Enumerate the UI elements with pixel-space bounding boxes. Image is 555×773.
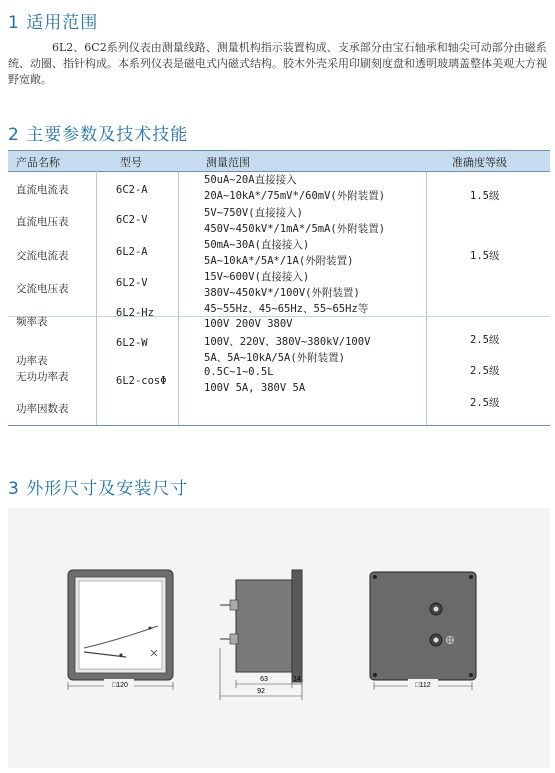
product-name: 交流电流表: [16, 250, 69, 262]
column-divider: [426, 170, 427, 426]
model: 6C2-A: [116, 184, 148, 196]
front-width-label: □120: [112, 682, 128, 689]
section-2-title: 2 主要参数及技术技能: [8, 125, 189, 145]
product-name: 功率表: [16, 355, 48, 367]
measurement-range: 15V~600V(直接接入): [204, 271, 310, 283]
measurement-range: 50mA~30A(直接接入): [204, 239, 310, 251]
measurement-range: 50uA~20A直接接入: [204, 174, 297, 186]
section-1-title: 1 适用范围: [8, 13, 99, 33]
side-total-label: 92: [257, 688, 265, 695]
measurement-range: 380V~450kV*/100V(外附装置): [204, 287, 360, 299]
header-product-name: 产品名称: [16, 156, 60, 169]
dimension-drawings: [8, 508, 550, 768]
parameter-table: [8, 150, 550, 426]
product-name: 直流电流表: [16, 184, 69, 196]
model: 6L2-Hz: [116, 307, 154, 319]
column-divider: [96, 170, 97, 426]
accuracy-class: 2.5级: [470, 334, 500, 346]
header-accuracy: 准确度等级: [452, 156, 507, 169]
dimension-figure: [8, 508, 550, 768]
measurement-range: 450V~450kV*/1mA*/5mA(外附装置): [204, 223, 386, 235]
accuracy-class: 2.5级: [470, 365, 500, 377]
model: 6L2-W: [116, 337, 148, 349]
product-name: 无功功率表: [16, 371, 69, 383]
front-view-drawing: [68, 570, 173, 690]
measurement-range: 20A~10kA*/75mV*/60mV(外附装置): [204, 190, 386, 202]
measurement-range: 5V~750V(直接接入): [204, 207, 303, 219]
product-name: 频率表: [16, 316, 48, 328]
column-divider: [178, 170, 179, 426]
table-bottom-border: [8, 425, 550, 426]
product-name: 功率因数表: [16, 403, 69, 415]
header-model: 型号: [120, 156, 142, 169]
accuracy-class: 2.5级: [470, 397, 500, 409]
accuracy-class: 1.5级: [470, 250, 500, 262]
side-depth-label: 63: [260, 676, 268, 683]
model: 6L2-V: [116, 277, 148, 289]
section-3-title: 3 外形尺寸及安装尺寸: [8, 479, 189, 499]
measurement-range: 45~55Hz、45~65Hz、55~65Hz等: [204, 303, 369, 315]
section-1-paragraph: 6L2、6C2系列仪表由测量线路、测量机构指示装置构成、支承部分由宝石轴承和轴尖可动部分由磁系统、动圈、指针构成。本系列仪表是磁电式内磁式结构。胶木外壳采用印刷刻度盘和透明玻璃盖整体美观大方视野宽敞。: [8, 41, 547, 86]
model: 6L2-A: [116, 246, 148, 258]
model: 6C2-V: [116, 214, 148, 226]
back-view-drawing: [370, 572, 476, 690]
side-front-label: 14: [293, 676, 301, 683]
measurement-range: 5A~10kA*/5A*/1A(外附装置): [204, 255, 354, 267]
table-header: [8, 150, 550, 172]
row-divider: [8, 316, 550, 317]
measurement-range: 100V 5A, 380V 5A: [204, 382, 306, 394]
header-range: 测量范围: [206, 156, 250, 169]
accuracy-class: 1.5级: [470, 190, 500, 202]
back-width-label: □112: [415, 682, 431, 689]
measurement-range: 5A、5A~10kA/5A(外附装置): [204, 352, 346, 364]
model: 6L2-cosΦ: [116, 375, 167, 387]
measurement-range: 100V、220V、380V~380kV/100V: [204, 336, 371, 348]
measurement-range: 0.5C~1~0.5L: [204, 366, 274, 378]
measurement-range: 100V 200V 380V: [204, 318, 293, 330]
product-name: 交流电压表: [16, 283, 69, 295]
product-name: 直流电压表: [16, 216, 69, 228]
